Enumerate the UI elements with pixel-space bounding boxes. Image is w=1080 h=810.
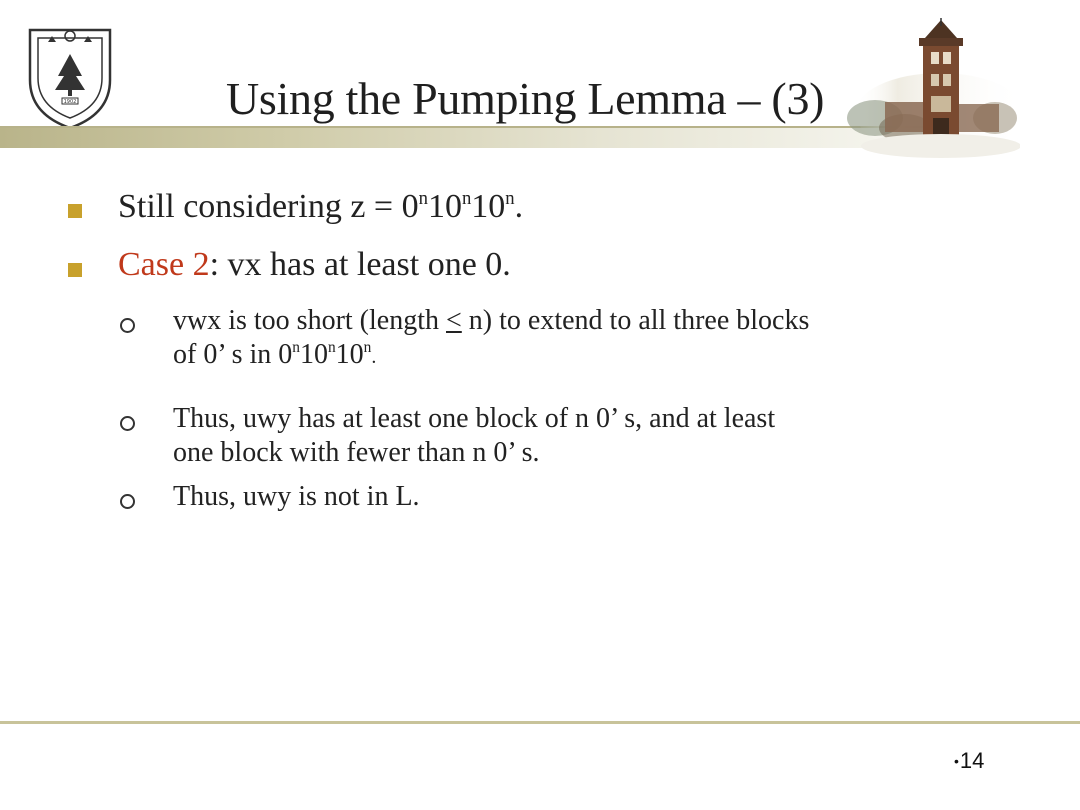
sub-1-end: . — [371, 346, 377, 368]
bullet-circle-icon — [120, 494, 135, 509]
sub-1-line1-b: n) to extend to all three blocks — [461, 305, 810, 336]
sub-1-line1-a: vwx is too short (length — [173, 305, 446, 336]
sub-2-line1: Thus, uwy has at least one block of n 0’ s, and at least — [173, 403, 776, 434]
sub-1-sup-3: n — [363, 339, 372, 357]
bullet-1-sup-1: n — [418, 187, 428, 209]
sub-1-mid-2: 10 — [335, 339, 364, 370]
sub-bullet-3 — [173, 480, 1013, 514]
sub-1-line2-a: of 0’ s in 0 — [173, 339, 293, 370]
bullet-square-icon — [68, 204, 82, 218]
page-number-value: 14 — [959, 748, 985, 773]
bullet-circle-icon — [120, 318, 135, 333]
page-dot-icon: • — [954, 753, 959, 769]
sub-bullet-1 — [173, 304, 1013, 374]
sub-2-line2: one block with fewer than n 0’ s. — [173, 437, 540, 468]
bullet-circle-icon — [120, 416, 135, 431]
university-building-picture — [845, 18, 1020, 158]
footer-rule — [0, 721, 1080, 724]
page-number — [954, 748, 984, 774]
sub-1-leq-symbol: < — [446, 305, 462, 336]
header-band — [0, 126, 930, 148]
logo-year: 1902 — [63, 99, 77, 105]
bullet-2-text: : vx has at least one 0. — [209, 246, 511, 283]
case-2-label: Case 2 — [118, 246, 210, 283]
bullet-1-text-d: . — [514, 188, 524, 225]
sub-1-sup-1: n — [292, 339, 300, 357]
bullet-1-sup-2: n — [461, 187, 472, 209]
bullet-1 — [118, 188, 523, 226]
university-seal-logo — [22, 22, 118, 132]
bullet-1-text-c: 10 — [471, 188, 506, 225]
sub-1-mid-1: 10 — [299, 339, 328, 370]
bullet-2 — [118, 246, 511, 284]
slide-title: Using the Pumping Lemma – (3) — [226, 73, 825, 124]
sub-3-line1: Thus, uwy is not in L. — [173, 481, 420, 512]
bullet-1-sup-3: n — [505, 187, 515, 209]
bullet-square-icon — [68, 263, 82, 277]
sub-1-sup-2: n — [327, 339, 336, 357]
header-rule — [0, 126, 930, 128]
bullet-1-text-a: Still considering z = 0 — [118, 188, 419, 225]
sub-bullet-2 — [173, 402, 1013, 470]
bullet-1-text-b: 10 — [427, 188, 462, 225]
